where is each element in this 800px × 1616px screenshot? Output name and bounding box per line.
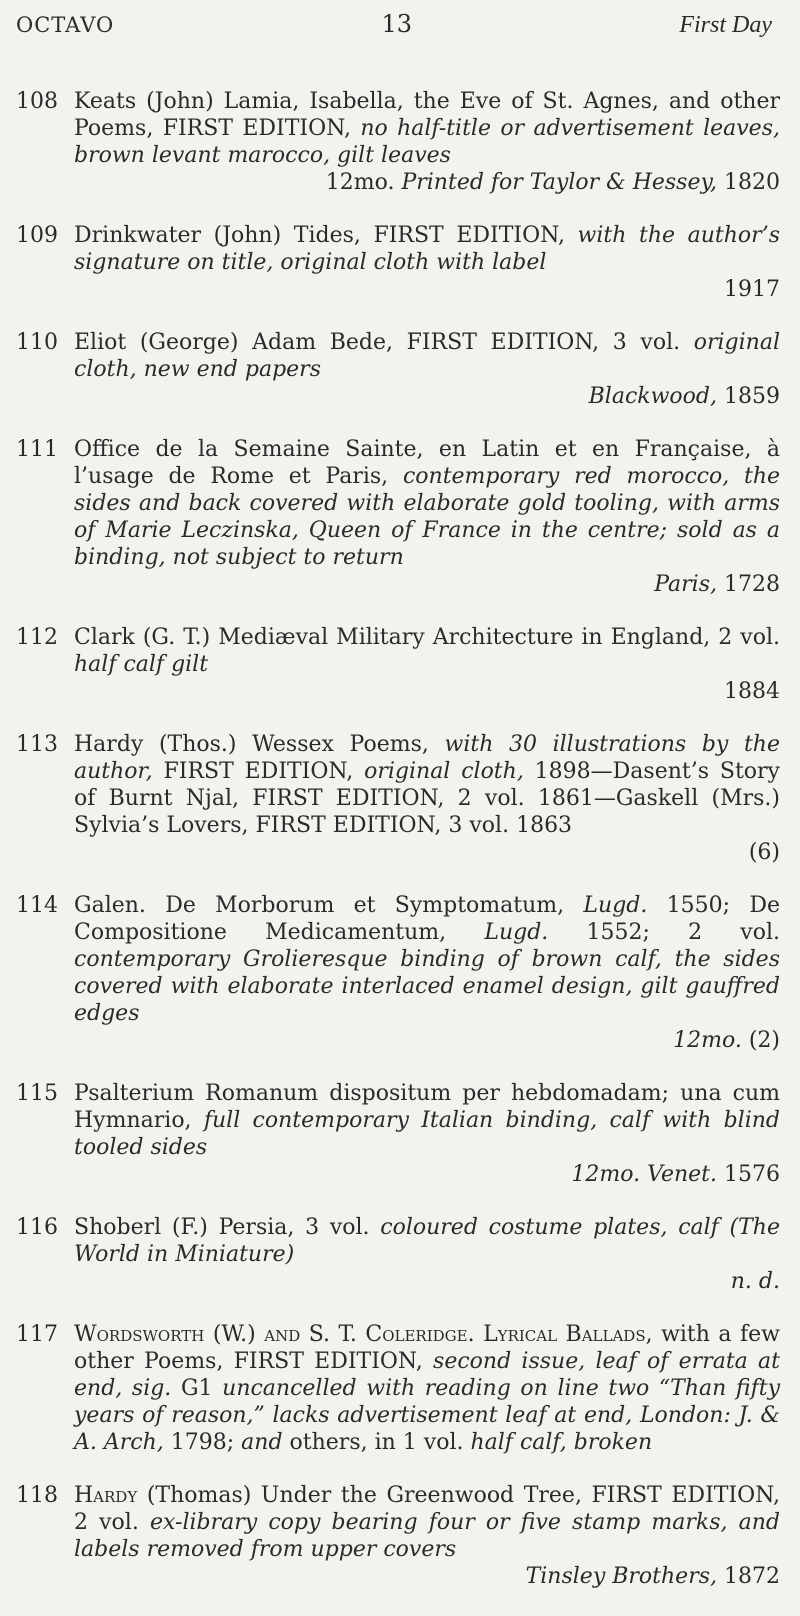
imprint-segment: 1917 (724, 277, 780, 302)
catalogue-entries (0, 88, 800, 1616)
imprint-line (74, 383, 780, 410)
imprint-line (74, 169, 780, 196)
description-segment: 1898—Dasent’s Story of Burnt Njal, (74, 759, 780, 811)
description-segment: full contemporary Italian binding, calf with blind tooled sides (74, 1108, 780, 1160)
description-segment: 2 vol. (74, 1510, 150, 1535)
description-segment: G1 (180, 1376, 213, 1401)
description-segment: 1550; De Compositione Medicamentum, (74, 893, 780, 945)
description-segment: half calf gilt (74, 652, 209, 677)
page-number: 13 (381, 10, 413, 38)
lot-entry (0, 731, 800, 866)
description-segment: with the author’s signature on title, original cloth with label (74, 223, 780, 275)
description-segment: others, in 1 vol. (282, 1430, 471, 1455)
description-segment: Office de la Semaine Sainte, en Latin et en Française, à l’usage de Rome et Paris, (74, 437, 780, 489)
description-segment: Eliot (George) Adam Bede, (74, 330, 407, 355)
imprint-line (74, 839, 780, 866)
lot-number: 112 (16, 625, 58, 650)
description-segment: ex-library copy bearing four or five stamp marks, and labels removed from upper covers (74, 1510, 781, 1562)
description-segment: FIRST EDITION, (233, 1349, 423, 1374)
lot-entry (0, 222, 800, 303)
description-segment: Galen. De Morborum et Symptomatum, (74, 893, 584, 918)
sale-day-label: First Day (679, 12, 772, 38)
imprint-segment: 1576 (717, 1162, 780, 1187)
description-segment: Psalterium Romanum dispositum per hebdomadam; una cum Hymnario, (74, 1081, 780, 1133)
lot-number: 108 (16, 89, 58, 114)
description-segment: with a few other Poems, (74, 1322, 781, 1374)
description-segment (153, 759, 164, 784)
lot-entry (0, 1482, 800, 1590)
imprint-segment: Blackwood, (588, 384, 724, 409)
lot-number: 110 (16, 330, 58, 355)
lot-number: 115 (16, 1081, 58, 1106)
description-segment: and (264, 1322, 301, 1347)
description-segment: original cloth, new end papers (74, 330, 780, 382)
lot-entry (0, 1214, 800, 1295)
imprint-line (74, 1161, 780, 1188)
description-segment: Clark (G. T.) Mediæval Military Architecture in England, 2 vol. (74, 625, 780, 650)
lot-description (74, 329, 780, 410)
description-segment: second issue, leaf of errata at end, sig. (74, 1349, 781, 1401)
imprint-segment: 12mo. Venet. (571, 1162, 718, 1187)
description-segment: S. T. (300, 1322, 366, 1347)
page-header (16, 10, 772, 42)
format-label: OCTAVO (16, 13, 115, 37)
description-segment: Keats (John) Lamia, Isabella, the Eve of St. Agnes, and other Poems, (74, 89, 780, 141)
description-segment: uncancelled with reading on line two “Than fifty years of reason,” lacks advertisement leaf at end, London: J. & A. Arch, (74, 1376, 780, 1455)
description-segment: Lugd. (484, 920, 549, 945)
description-segment: Wordsworth (74, 1322, 205, 1347)
imprint-segment: (2) (741, 1028, 780, 1053)
description-segment: 3 vol. (599, 330, 694, 355)
lot-entry (0, 892, 800, 1054)
description-segment: FIRST EDITION, (255, 813, 442, 838)
lot-entry (0, 1080, 800, 1188)
description-segment: no half-title or advertisement leaves, brown levant marocco, gilt leaves (74, 116, 780, 168)
description-segment: 1552; 2 vol. (548, 920, 780, 945)
imprint-segment: n. d. (730, 1269, 780, 1294)
description-segment: FIRST EDITION, (162, 116, 351, 141)
description-segment: 3 vol. 1863 (441, 813, 573, 838)
lot-number: 114 (16, 893, 58, 918)
description-segment: Coleridge. Lyrical Ballads, (365, 1322, 653, 1347)
description-segment: FIRST EDITION, (373, 223, 565, 248)
imprint-line (74, 571, 780, 598)
lot-number: 109 (16, 223, 58, 248)
description-segment: FIRST EDITION, (591, 1483, 780, 1508)
lot-number: 117 (16, 1322, 58, 1347)
lot-description (74, 1214, 780, 1295)
description-segment: coloured costume plates, calf (The World in Miniature) (74, 1215, 780, 1267)
description-segment: 1798; (163, 1430, 242, 1455)
imprint-segment: 12mo. (673, 1028, 742, 1053)
imprint-line (74, 1268, 780, 1295)
description-segment: original cloth, (364, 759, 524, 784)
description-segment: contemporary red morocco, the sides and back covered with elaborate gold tooling, with arms of Marie Leczinska, Queen of France in the centre; sold as a binding, not subject to return (74, 464, 781, 570)
imprint-segment: 1859 (724, 384, 780, 409)
imprint-line (74, 678, 780, 705)
lot-number: 118 (16, 1483, 58, 1508)
lot-description (74, 1482, 780, 1590)
description-segment (353, 759, 364, 784)
imprint-segment: 1884 (724, 679, 780, 704)
imprint-segment: Tinsley Brothers, (525, 1564, 724, 1589)
lot-number: 113 (16, 732, 58, 757)
lot-number: 111 (16, 437, 58, 462)
lot-description (74, 892, 780, 1054)
lot-number: 116 (16, 1215, 58, 1240)
lot-entry (0, 1321, 800, 1456)
imprint-line (74, 1563, 780, 1590)
description-segment: Shoberl (F.) Persia, 3 vol. (74, 1215, 381, 1240)
imprint-line (74, 1027, 780, 1054)
imprint-segment: 1872 (724, 1564, 780, 1589)
description-segment: Hardy (Thos.) Wessex Poems, (74, 732, 445, 757)
lot-entry (0, 88, 800, 196)
lot-description (74, 1321, 780, 1456)
description-segment: FIRST EDITION, (406, 330, 600, 355)
imprint-segment: 1728 (724, 572, 780, 597)
description-segment: 2 vol. 1861—Gaskell (Mrs.) Sylvia’s Lovers, (74, 786, 780, 838)
description-segment: Hardy (74, 1483, 138, 1508)
lot-description (74, 1080, 780, 1188)
imprint-segment: Paris, (654, 572, 724, 597)
imprint-segment: (6) (748, 840, 780, 865)
description-segment: FIRST EDITION, (252, 786, 445, 811)
lot-description (74, 436, 780, 598)
imprint-line (74, 276, 780, 303)
lot-entry (0, 624, 800, 705)
description-segment: Drinkwater (John) Tides, (74, 223, 374, 248)
lot-entry (0, 436, 800, 598)
description-segment: Lugd. (583, 893, 648, 918)
description-segment: half calf, broken (470, 1430, 653, 1455)
description-segment: with 30 illustrations by the author, (74, 732, 780, 784)
description-segment: (Thomas) Under the Greenwood Tree, (137, 1483, 592, 1508)
imprint-segment: Printed for Taylor & Hessey, (401, 170, 724, 195)
description-segment: and (241, 1430, 283, 1455)
imprint-segment: 1820 (724, 170, 780, 195)
imprint-segment: 12mo. (325, 170, 402, 195)
lot-entry (0, 329, 800, 410)
lot-description (74, 731, 780, 866)
lot-description (74, 222, 780, 303)
lot-description (74, 88, 780, 196)
lot-description (74, 624, 780, 705)
description-segment: contemporary Grolieresque binding of brown calf, the sides covered with elaborate interlaced enamel design, gilt gauffred edges (74, 947, 780, 1026)
description-segment: (W.) (204, 1322, 265, 1347)
description-segment: FIRST EDITION, (163, 759, 354, 784)
